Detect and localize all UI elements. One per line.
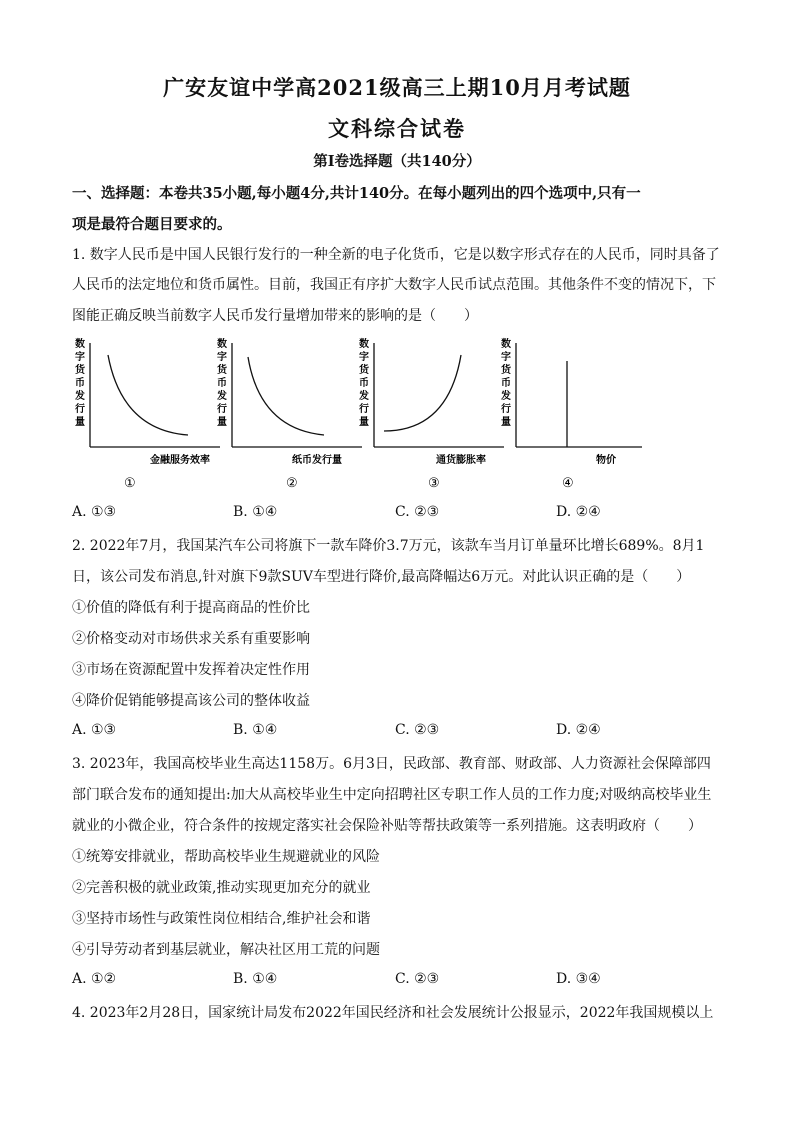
chart-1 [74, 337, 220, 491]
chart-2-ylabel-char: 发 [217, 391, 227, 402]
chart-4-ylabel-char: 币 [501, 378, 511, 389]
chart-2-ylabel-char: 货 [217, 365, 227, 376]
q2-option-a[interactable]: A. ①③ [72, 722, 117, 738]
q3-option-d[interactable]: D. ③④ [556, 971, 601, 987]
q2-option-c[interactable]: C. ②③ [395, 722, 440, 738]
instruction-line-1: 一、选择题：本卷共35小题,每小题4分,共计140分。在每小题列出的四个选项中,只有一 [72, 185, 641, 202]
chart-4-ylabel-char: 字 [501, 352, 511, 363]
chart-2 [216, 337, 362, 491]
q4-line-1: 4. 2023年2月28日，国家统计局发布2022年国民经济和社会发展统计公报显示，2022年我国规模以上 [72, 1005, 714, 1021]
q3-option-b[interactable]: B. ①④ [233, 971, 278, 987]
chart-3-ylabel-char: 币 [359, 378, 369, 389]
chart-2-xlabel: 纸币发行量 [292, 455, 342, 466]
chart-1-curve [108, 355, 188, 435]
q1-line-1: 1. 数字人民币是中国人民银行发行的一种全新的电子化货币，它是以数字形式存在的人民币，同时具备了 [72, 247, 720, 263]
q1-option-b[interactable]: B. ①④ [233, 504, 278, 520]
chart-4-mark: ④ [562, 476, 574, 491]
chart-1-ylabel-char: 货 [75, 365, 85, 376]
chart-1-ylabel-char: 币 [75, 378, 85, 389]
chart-4-ylabel-char: 货 [501, 365, 511, 376]
chart-1-mark: ① [124, 476, 136, 491]
chart-4-ylabel-char: 发 [501, 391, 511, 402]
q2-statement-2: ②价格变动对市场供求关系有重要影响 [72, 631, 310, 647]
chart-1-ylabel-char: 字 [75, 352, 85, 363]
exam-subtitle: 文科综合试卷 [328, 116, 466, 141]
q2-option-d[interactable]: D. ②④ [556, 722, 601, 738]
chart-2-ylabel-char: 数 [217, 339, 227, 350]
chart-4-xlabel: 物价 [596, 455, 616, 466]
chart-2-ylabel-char: 币 [217, 378, 227, 389]
instruction-line-2: 项是最符合题目要求的。 [72, 216, 232, 233]
q2-statement-1: ①价值的降低有利于提高商品的性价比 [72, 600, 310, 616]
chart-3-ylabel-char: 字 [359, 352, 369, 363]
q3-statement-3: ③坚持市场性与政策性岗位相结合,维护社会和谐 [72, 911, 371, 927]
chart-2-ylabel [216, 337, 228, 428]
q2-line-1: 2. 2022年7月，我国某汽车公司将旗下一款车降价3.7万元，该款车当月订单量环比增长689%。8月1 [72, 538, 705, 554]
chart-3-xlabel: 通货膨胀率 [436, 455, 486, 466]
chart-3-ylabel-char: 发 [359, 391, 369, 402]
q1-figure [60, 335, 660, 495]
chart-1-xlabel: 金融服务效率 [150, 455, 210, 466]
exam-title: 广安友谊中学高2021级高三上期10月月考试题 [163, 75, 631, 100]
chart-3-curve [384, 355, 461, 431]
chart-1-ylabel-char: 发 [75, 391, 85, 402]
chart-2-ylabel-char: 量 [217, 417, 227, 428]
q2-option-b[interactable]: B. ①④ [233, 722, 278, 738]
q3-statement-4: ④引导劳动者到基层就业，解决社区用工荒的问题 [72, 942, 380, 958]
q3-statement-1: ①统筹安排就业，帮助高校毕业生规避就业的风险 [72, 849, 380, 865]
q1-option-d[interactable]: D. ②④ [556, 504, 601, 520]
chart-3-ylabel-char: 行 [359, 404, 369, 415]
q3-option-c[interactable]: C. ②③ [395, 971, 440, 987]
chart-4 [500, 337, 642, 491]
chart-2-ylabel-char: 行 [217, 404, 227, 415]
section-title: 第Ⅰ卷选择题（共140分） [313, 153, 481, 170]
chart-2-ylabel-char: 字 [217, 352, 227, 363]
q3-line-1: 3. 2023年，我国高校毕业生高达1158万。6月3日，民政部、教育部、财政部、人力资源社会保障部四 [72, 756, 711, 772]
chart-3-ylabel-char: 量 [359, 417, 369, 428]
q2-statement-4: ④降价促销能够提高该公司的整体收益 [72, 693, 310, 709]
chart-3 [358, 337, 504, 491]
q3-statement-2: ②完善积极的就业政策,推动实现更加充分的就业 [72, 880, 371, 896]
q1-line-3: 图能正确反映当前数字人民币发行量增加带来的影响的是（ ） [72, 308, 478, 324]
chart-3-ylabel-char: 数 [359, 339, 369, 350]
chart-1-ylabel [74, 337, 86, 428]
chart-4-ylabel-char: 量 [501, 417, 511, 428]
chart-2-mark: ② [286, 476, 298, 491]
chart-1-ylabel-char: 数 [75, 339, 85, 350]
chart-4-ylabel-char: 数 [501, 339, 511, 350]
chart-3-mark: ③ [428, 476, 440, 491]
chart-4-ylabel-char: 行 [501, 404, 511, 415]
chart-1-ylabel-char: 量 [75, 417, 85, 428]
chart-2-curve [248, 357, 324, 435]
q3-line-3: 就业的小微企业，符合条件的按规定落实社会保险补贴等帮扶政策等一系列措施。这表明政府（ ） [72, 818, 702, 834]
chart-3-ylabel-char: 货 [359, 365, 369, 376]
chart-3-ylabel [358, 337, 370, 428]
q1-option-c[interactable]: C. ②③ [395, 504, 440, 520]
chart-1-ylabel-char: 行 [75, 404, 85, 415]
q2-statement-3: ③市场在资源配置中发挥着决定性作用 [72, 662, 310, 678]
q1-line-2: 人民币的法定地位和货币属性。目前，我国正有序扩大数字人民币试点范围。其他条件不变的情况下，下 [72, 277, 716, 293]
q1-option-a[interactable]: A. ①③ [72, 504, 117, 520]
q3-line-2: 部门联合发布的通知提出:加大从高校毕业生中定向招聘社区专职工作人员的工作力度;对吸纳高校毕业生 [72, 787, 712, 803]
q3-option-a[interactable]: A. ①② [72, 971, 117, 987]
q2-line-2: 日，该公司发布消息,针对旗下9款SUV车型进行降价,最高降幅达6万元。对此认识正确的是（ ） [72, 569, 691, 585]
chart-4-ylabel [500, 337, 512, 428]
